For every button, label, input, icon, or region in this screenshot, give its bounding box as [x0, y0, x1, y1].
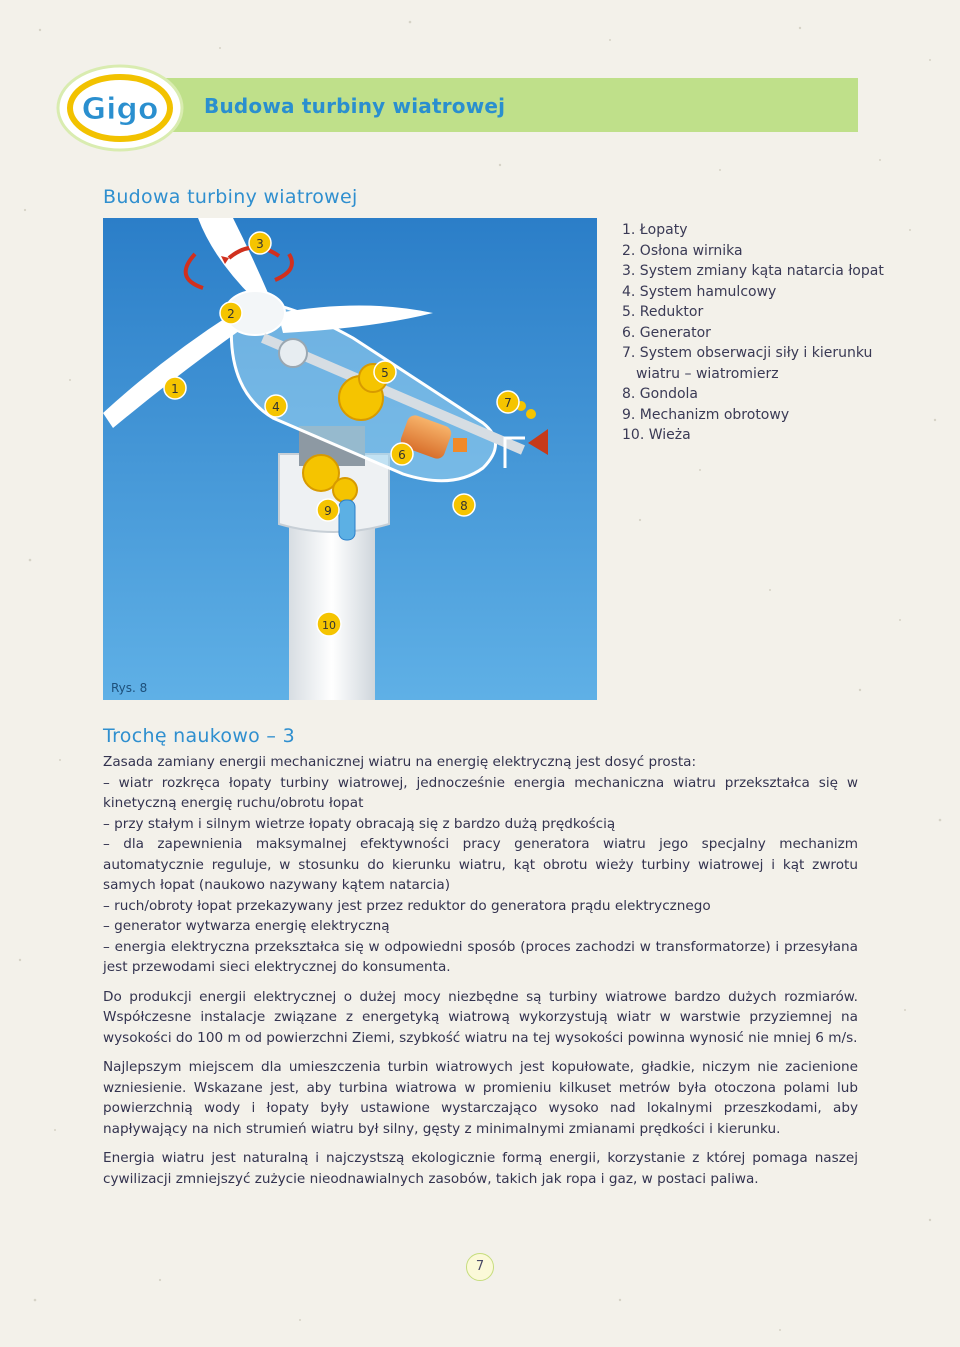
marker-5 [374, 361, 396, 383]
marker-6 [391, 443, 413, 465]
legend-item: 9. Mechanizm obrotowy [622, 406, 790, 423]
science-bullet: – dla zapewnienia maksymalnej efektywności pracy generatora wiatru jego specjalny mechanizm automatycznie reguluje, w stosunku do kierunku wiatru, kąt obrotu wieży turbiny wiatrowej i kąt zwrotu samych łopat (naukowo nazywany kątem natarcia) [103, 836, 858, 893]
page-number: 7 [466, 1253, 494, 1281]
legend-item: 10. Wieża [622, 427, 691, 443]
svg-text:5: 5 [381, 366, 389, 380]
legend-item: 7. System obserwacji siły i kierunku [622, 345, 873, 361]
marker-10 [317, 612, 341, 636]
legend-item: 3. System zmiany kąta natarcia łopat [622, 263, 884, 279]
legend-item: 8. Gondola [622, 386, 699, 402]
marker-7 [497, 391, 519, 413]
science-bullet: – przy stałym i silnym wietrze łopaty obracają się z bardzo dużą prędkością [103, 815, 616, 832]
science-intro: Zasada zamiany energii mechanicznej wiatru na energię elektryczną jest dosyć prosta: [103, 754, 697, 770]
svg-text:7: 7 [504, 396, 512, 410]
header-title: Budowa turbiny wiatrowej [204, 94, 506, 118]
marker-9 [317, 499, 339, 521]
marker-3 [249, 232, 271, 254]
legend-item: 5. Reduktor [622, 304, 704, 320]
legend-item: 2. Osłona wirnika [622, 242, 743, 259]
svg-text:3: 3 [256, 237, 264, 251]
figure-caption: Rys. 8 [111, 681, 148, 695]
legend-item: 6. Generator [622, 324, 711, 341]
parts-legend [622, 220, 884, 446]
svg-text:4: 4 [272, 400, 280, 414]
science-paragraph: Energia wiatru jest naturalną i najczystszą ekologicznie formą energii, korzystanie z której pomaga naszej cywilizacji zmniejszyć zużycie nieodnawialnych zasobów, takich jak ropa i gaz, w postaci paliwa. [103, 1150, 858, 1187]
gigo-logo [56, 64, 184, 152]
marker-1 [164, 377, 186, 399]
science-section-title: Trochę naukowo – 3 [103, 725, 295, 747]
svg-text:1: 1 [171, 382, 179, 396]
svg-text:Gigo: Gigo [81, 92, 159, 127]
marker-8 [453, 494, 475, 516]
science-bullet: – generator wytwarza energię elektryczną [103, 918, 390, 934]
svg-text:10: 10 [322, 619, 336, 632]
svg-text:6: 6 [398, 448, 406, 462]
science-paragraph: Do produkcji energii elektrycznej o dużej mocy niezbędne są turbiny wiatrowe bardzo dużych rozmiarów. Współczesne instalacje związane z energetyką wiatrową wykorzystują wiatr w warstwie przyziemnej na wysokości do 100 m od powierzchni Ziemi, szybkość wiatru na tej wysokości powinna wynosić nie mniej 6 m/s. [103, 988, 858, 1046]
marker-4 [265, 395, 287, 417]
wind-turbine-diagram [103, 218, 597, 700]
svg-text:9: 9 [324, 504, 332, 518]
legend-item: 4. System hamulcowy [622, 283, 777, 300]
figure-section-title: Budowa turbiny wiatrowej [103, 186, 358, 208]
legend-item: wiatru – wiatromierz [636, 365, 779, 382]
science-bullet: – energia elektryczna przekształca się w odpowiedni sposób (proces zachodzi w transformatorze) i przesyłana jest przewodami sieci elektrycznej do konsumenta. [103, 938, 858, 975]
science-paragraph: Najlepszym miejscem dla umieszczenia turbin wiatrowych jest kopułowate, gładkie, niczym nie zacienione wzniesienie. Wskazane jest, aby turbina wiatrowa w promieniu kilkuset metrów była otoczona polami lub powierzchnią wody i łopaty były ustawione wystarczająco wysoko nad lokalnymi przeszkodami, aby napływający na nich strumień wiatru był silny, gęsty z minimalnymi zmianami prędkości i kierunku. [103, 1059, 858, 1137]
science-body [103, 752, 858, 1189]
svg-text:2: 2 [227, 307, 235, 321]
science-bullet: – wiatr rozkręca łopaty turbiny wiatrowej, jednocześnie energia mechaniczna wiatru przekształca się w kinetyczną energię ruchu/obrotu łopat [103, 774, 858, 811]
science-bullet: – ruch/obroty łopat przekazywany jest przez reduktor do generatora prądu elektrycznego [103, 897, 711, 914]
svg-text:8: 8 [460, 499, 468, 513]
marker-2 [220, 302, 242, 324]
legend-item: 1. Łopaty [622, 222, 688, 238]
